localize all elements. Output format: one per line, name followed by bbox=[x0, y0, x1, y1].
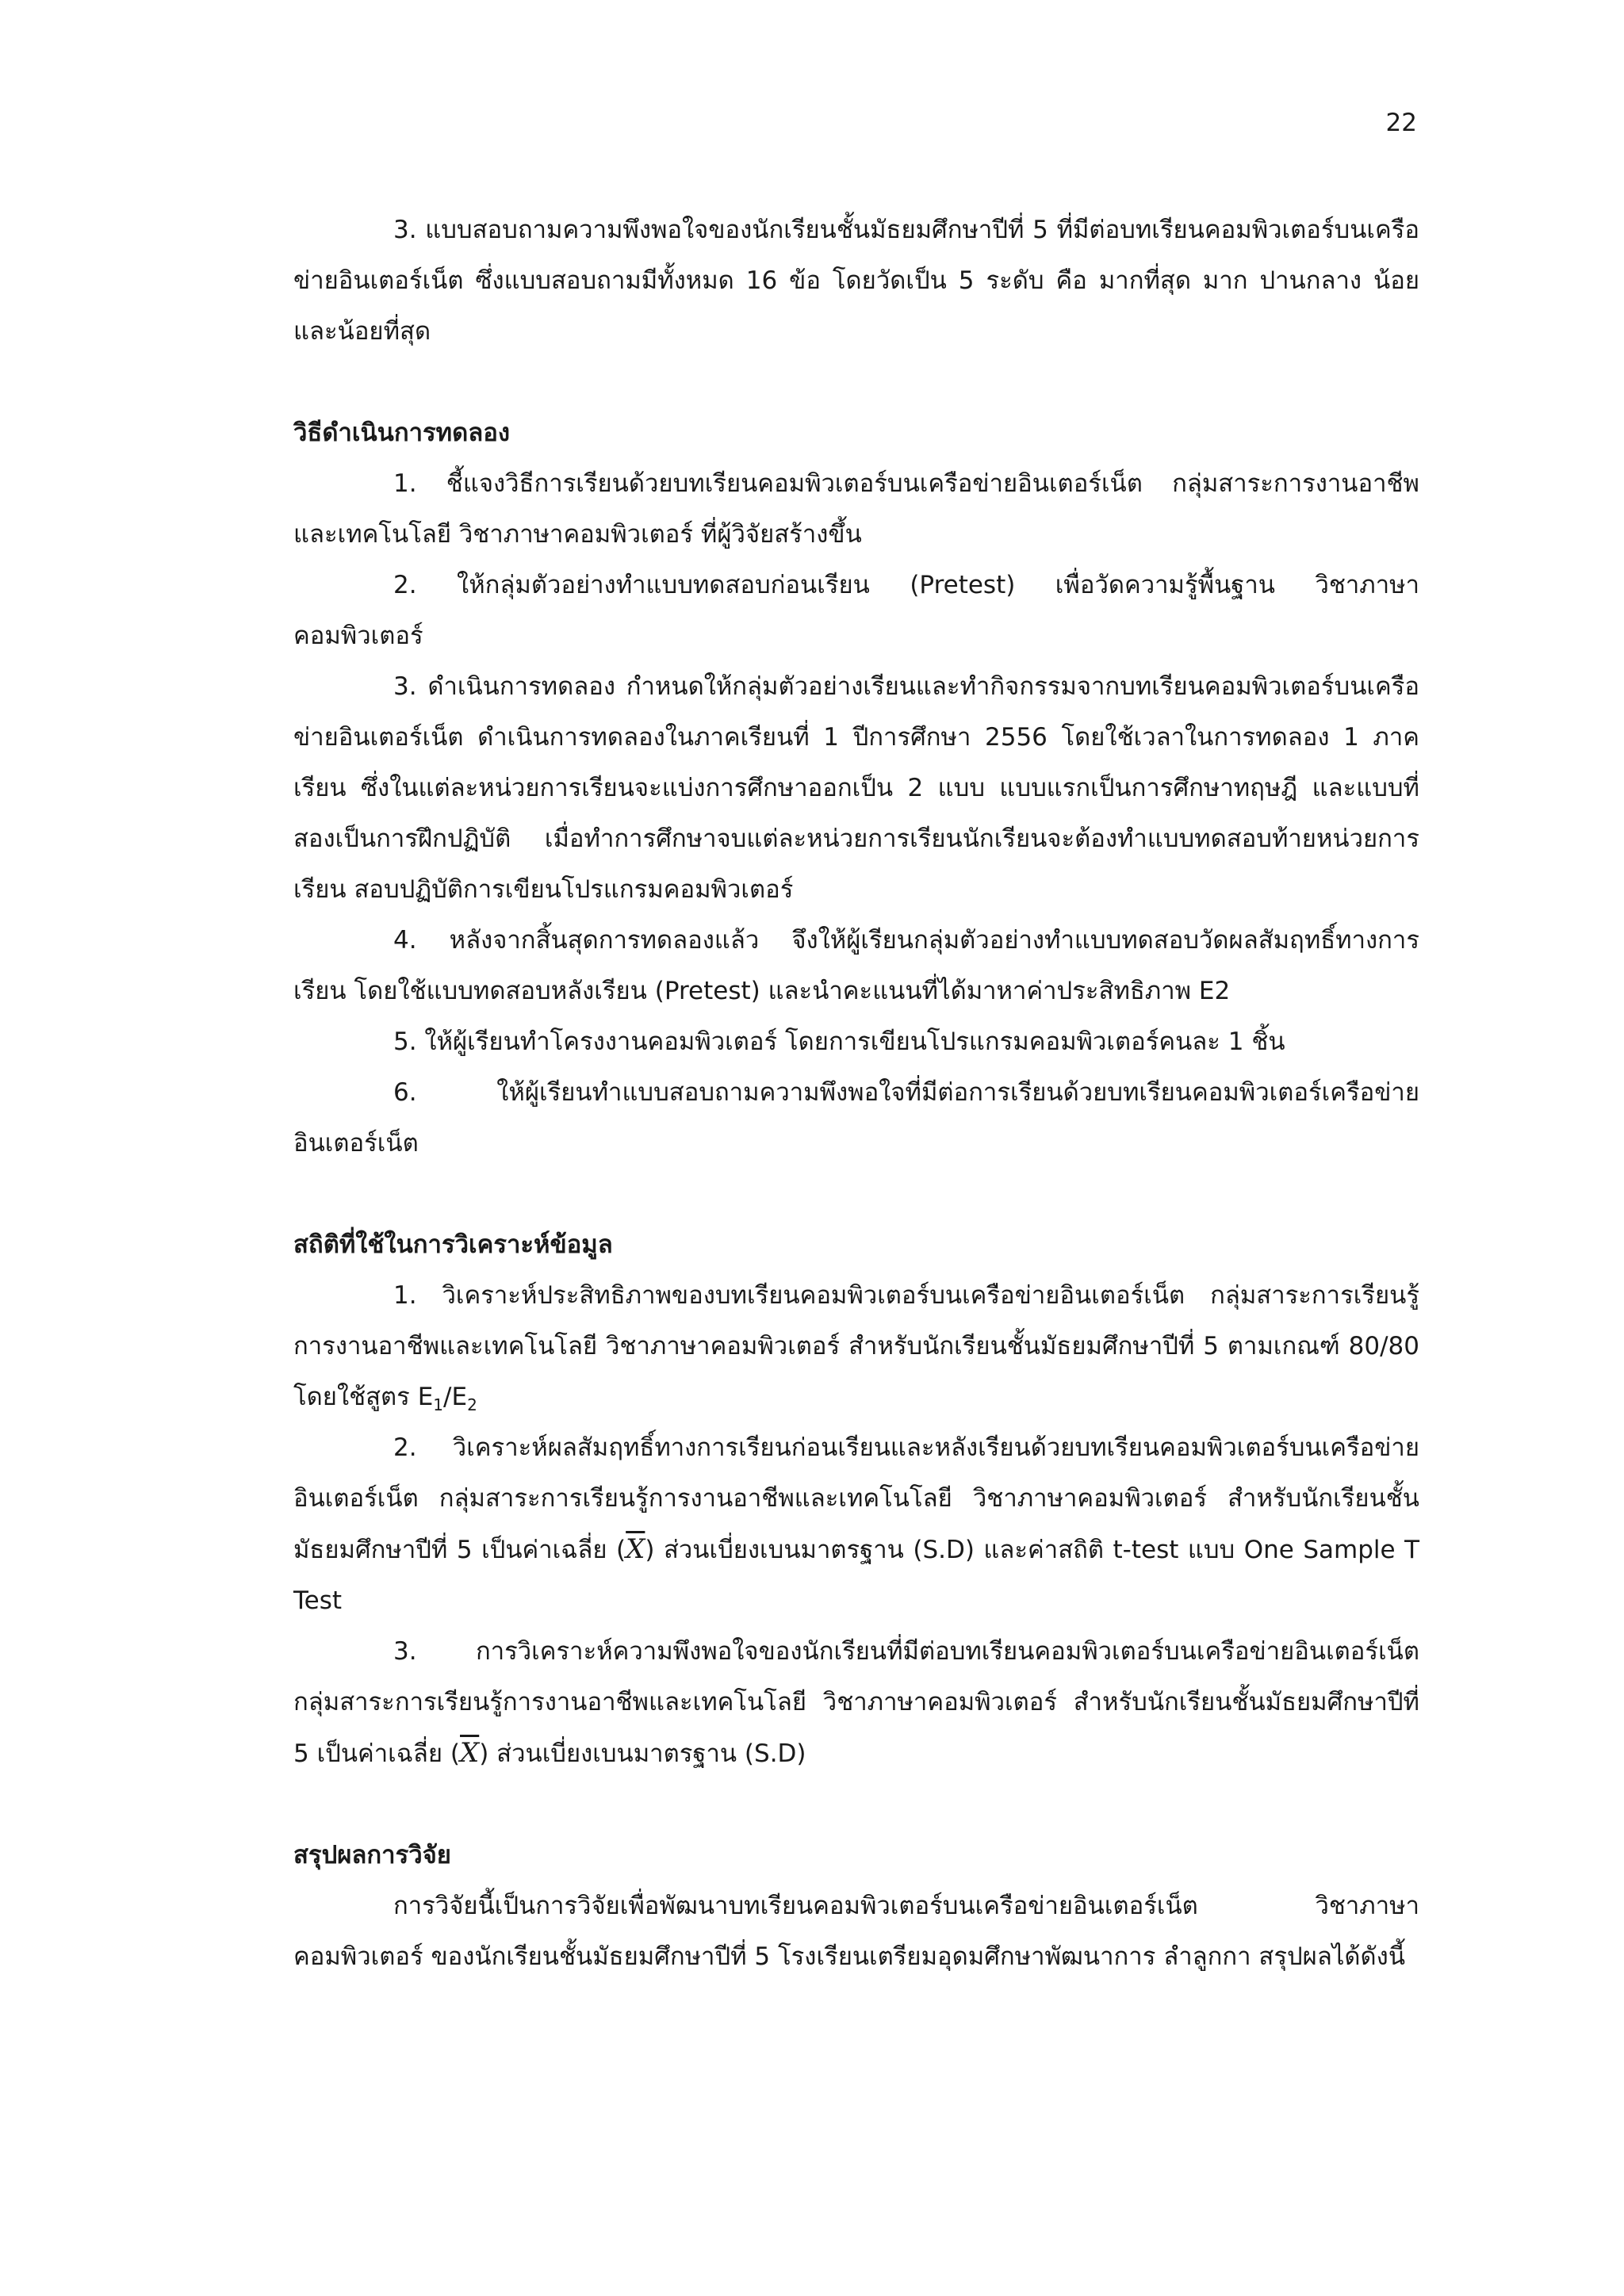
mean-symbol: $\overline{X}$ bbox=[460, 1737, 480, 1769]
procedure-item-3: 3. ดำเนินการทดลอง กำหนดให้กลุ่มตัวอย่างเรียนและทำกิจกรรมจากบทเรียนคอมพิวเตอร์บนเครือข่ายอินเตอร์เน็ต ดำเนินการทดลองในภาคเรียนที่ 1 ปีการศึกษา 2556 โดยใช้เวลาในการทดลอง 1 ภาคเรียน ซึ่งในแต่ละหน่วยการเรียนจะแบ่งการศึกษาออกเป็น 2 แบบ แบบแรกเป็นการศึกษาทฤษฎี และแบบที่สองเป็นการฝึกปฏิบัติ เมื่อทำการศึกษาจบแต่ละหน่วยการเรียนนักเรียนจะต้องทำแบบทดสอบท้ายหน่วยการเรียน สอบปฏิบัติการเขียนโปรแกรมคอมพิวเตอร์ bbox=[293, 672, 1419, 904]
page-content bbox=[293, 205, 1419, 1982]
instrument-item-3: 3. แบบสอบถามความพึงพอใจของนักเรียนชั้นมัธยมศึกษาปีที่ 5 ที่มีต่อบทเรียนคอมพิวเตอร์บนเครือข่ายอินเตอร์เน็ต ซึ่งแบบสอบถามมีทั้งหมด 16 ข้อ โดยวัดเป็น 5 ระดับ คือ มากที่สุด มาก ปานกลาง น้อย และน้อยที่สุด bbox=[293, 216, 1419, 346]
statistics-item-2 bbox=[293, 1422, 1419, 1626]
statistics-item-1 bbox=[293, 1270, 1419, 1422]
statistics-item-2-after: ) ส่วนเบี่ยงเบนมาตรฐาน (S.D) และค่าสถิติ t-test แบบ One Sample T Test bbox=[293, 1536, 1420, 1615]
statistics-heading: สถิติที่ใช้ในการวิเคราะห์ข้อมูล bbox=[293, 1230, 613, 1259]
formula-slash: / bbox=[443, 1383, 452, 1411]
procedure-item-6: 6. ให้ผู้เรียนทำแบบสอบถามความพึงพอใจที่มีต่อการเรียนด้วยบทเรียนคอมพิวเตอร์เครือข่ายอินเตอร์เน็ต bbox=[293, 1078, 1419, 1158]
procedure-item-5: 5. ให้ผู้เรียนทำโครงงานคอมพิวเตอร์ โดยการเขียนโปรแกรมคอมพิวเตอร์คนละ 1 ชิ้น bbox=[393, 1027, 1285, 1056]
section-gap bbox=[293, 1169, 1419, 1219]
formula-subscript-1: 1 bbox=[433, 1395, 444, 1415]
procedure-item-1: 1. ชี้แจงวิธีการเรียนด้วยบทเรียนคอมพิวเตอร์บนเครือข่ายอินเตอร์เน็ต กลุ่มสาระการงานอาชีพและเทคโนโลยี วิชาภาษาคอมพิวเตอร์ ที่ผู้วิจัยสร้างขึ้น bbox=[293, 469, 1419, 549]
statistics-item-1-text: 1. วิเคราะห์ประสิทธิภาพของบทเรียนคอมพิวเตอร์บนเครือข่ายอินเตอร์เน็ต กลุ่มสาระการเรียนรู้การงานอาชีพและเทคโนโลยี วิชาภาษาคอมพิวเตอร์ สำหรับนักเรียนชั้นมัธยมศึกษาปีที่ 5 ตามเกณฑ์ 80/80 โดยใช้สูตร bbox=[293, 1281, 1419, 1411]
statistics-item-3-before: 3. การวิเคราะห์ความพึงพอใจของนักเรียนที่มีต่อบทเรียนคอมพิวเตอร์บนเครือข่ายอินเตอร์เน็ต กลุ่มสาระการเรียนรู้การงานอาชีพและเทคโนโลยี วิชาภาษาคอมพิวเตอร์ สำหรับนักเรียนชั้นมัธยมศึกษาปีที่ 5 เป็นค่าเฉลี่ย ( bbox=[293, 1637, 1419, 1768]
conclusion-heading: สรุปผลการวิจัย bbox=[293, 1841, 451, 1869]
procedure-item-4: 4. หลังจากสิ้นสุดการทดลองแล้ว จึงให้ผู้เรียนกลุ่มตัวอย่างทำแบบทดสอบวัดผลสัมฤทธิ์ทางการเรียน โดยใช้แบบทดสอบหลังเรียน (Pretest) และนำคะแนนที่ได้มาหาค่าประสิทธิภาพ E2 bbox=[293, 926, 1419, 1005]
statistics-item-3-after: ) ส่วนเบี่ยงเบนมาตรฐาน (S.D) bbox=[479, 1739, 806, 1768]
procedure-heading: วิธีดำเนินการทดลอง bbox=[293, 419, 510, 447]
formula-e1-letter: E bbox=[417, 1383, 434, 1411]
page-number: 22 bbox=[1385, 109, 1417, 137]
mean-symbol: $\overline{X}$ bbox=[626, 1533, 645, 1565]
statistics-item-2-before: 2. วิเคราะห์ผลสัมฤทธิ์ทางการเรียนก่อนเรียนและหลังเรียนด้วยบทเรียนคอมพิวเตอร์บนเครือข่ายอินเตอร์เน็ต กลุ่มสาระการเรียนรู้การงานอาชีพและเทคโนโลยี วิชาภาษาคอมพิวเตอร์ สำหรับนักเรียนชั้นมัธยมศึกษาปีที่ 5 เป็นค่าเฉลี่ย ( bbox=[293, 1433, 1419, 1564]
conclusion-text: การวิจัยนี้เป็นการวิจัยเพื่อพัฒนาบทเรียนคอมพิวเตอร์บนเครือข่ายอินเตอร์เน็ต วิชาภาษาคอมพิวเตอร์ ของนักเรียนชั้นมัธยมศึกษาปีที่ 5 โรงเรียนเตรียมอุดมศึกษาพัฒนาการ ลำลูกกา สรุปผลได้ดังนี้ bbox=[293, 1892, 1419, 1971]
section-gap bbox=[293, 357, 1419, 408]
statistics-item-3 bbox=[293, 1626, 1419, 1779]
formula-subscript-2: 2 bbox=[467, 1395, 477, 1415]
procedure-item-2: 2. ให้กลุ่มตัวอย่างทำแบบทดสอบก่อนเรียน (Pretest) เพื่อวัดความรู้พื้นฐาน วิชาภาษาคอมพิวเตอร์ bbox=[293, 571, 1419, 650]
section-gap bbox=[293, 1779, 1419, 1830]
formula-e2-letter: E bbox=[451, 1383, 468, 1411]
